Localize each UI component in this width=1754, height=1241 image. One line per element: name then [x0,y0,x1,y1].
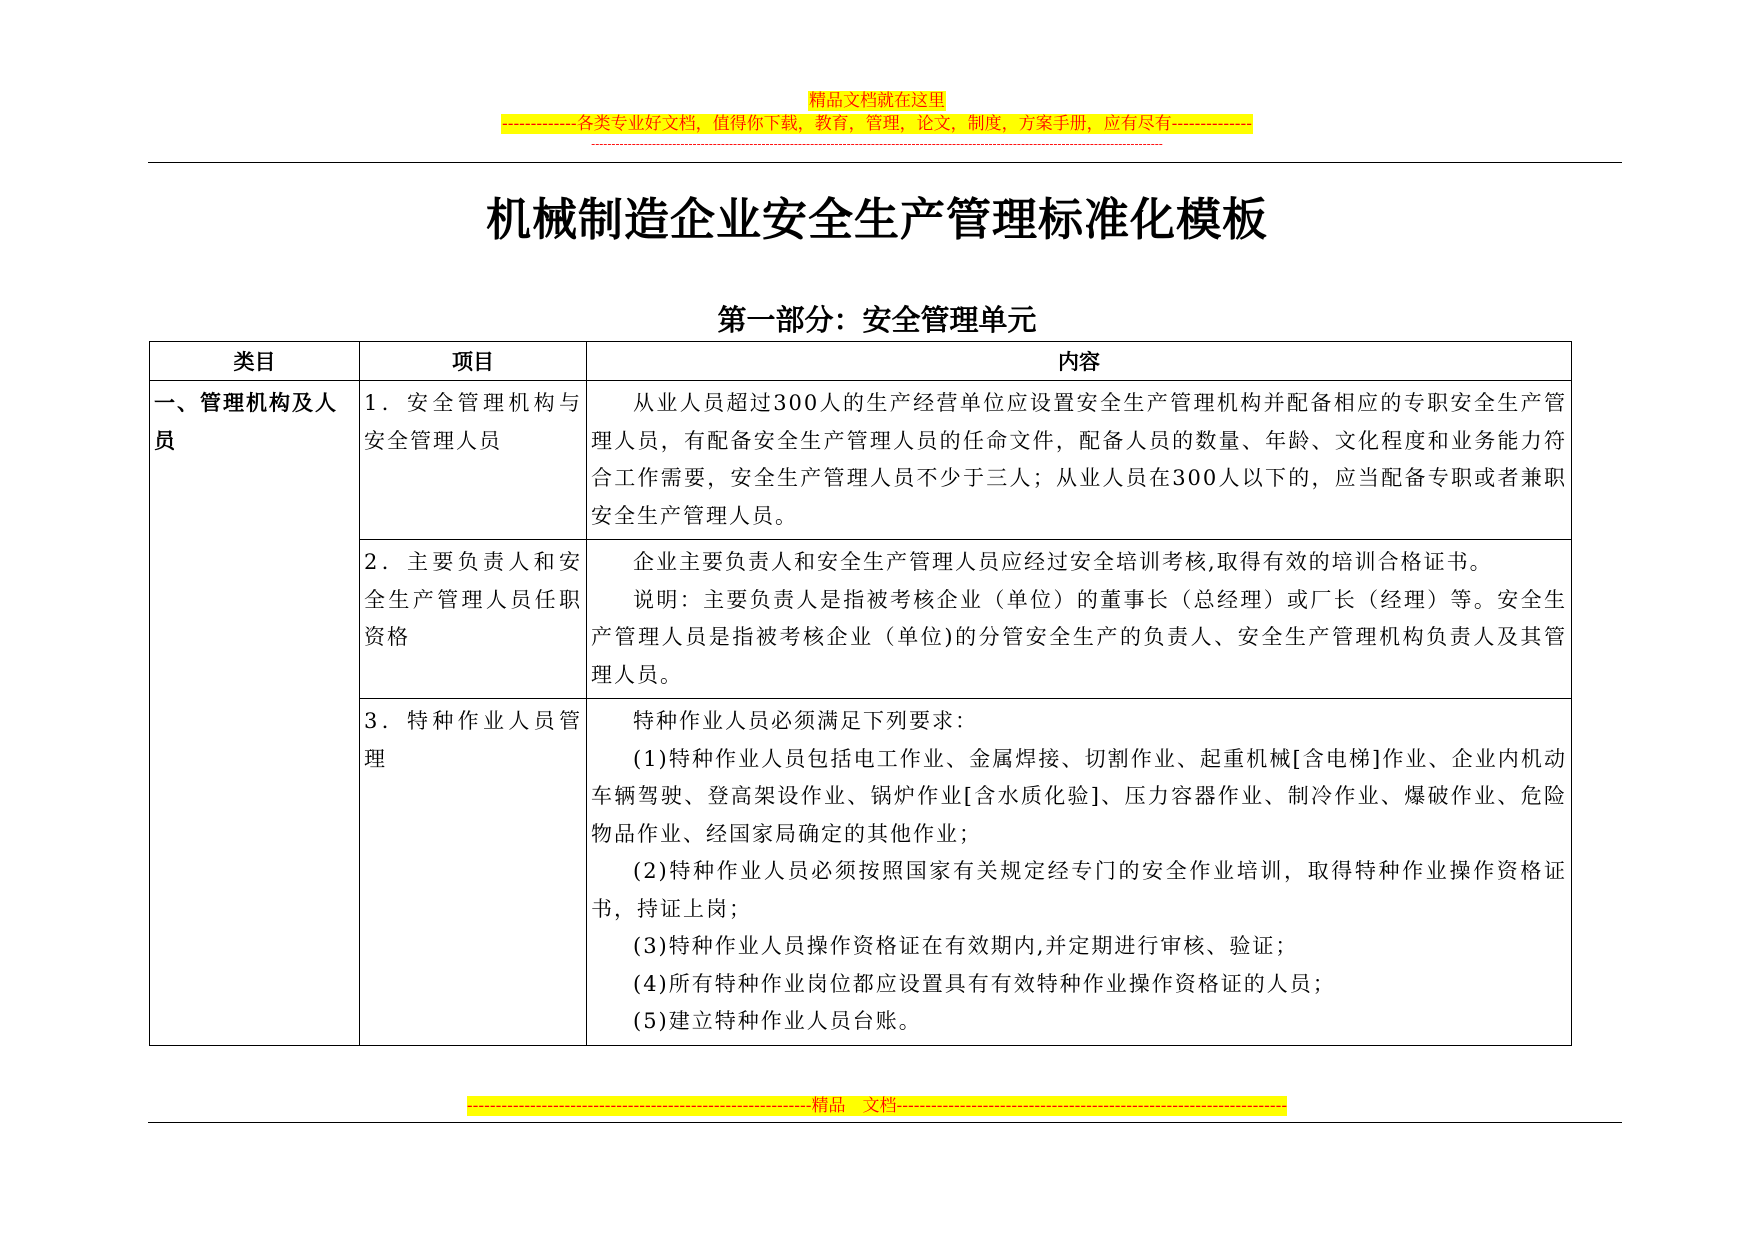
item-cell: 1．安全管理机构与安全管理人员 [360,381,587,540]
column-header-category: 类目 [150,342,360,381]
content-paragraph: 从业人员超过300人的生产经营单位应设置安全生产管理机构并配备相应的专职安全生产管理人员，有配备安全生产管理人员的任命文件，配备人员的数量、年龄、文化程度和业务能力符合工作需要，安全生产管理人员不少于三人；从业人员在300人以下的，应当配备专职或者兼职安全生产管理人员。 [591,391,1567,528]
column-header-content: 内容 [587,342,1572,381]
item-cell: 2．主要负责人和安全生产管理人员任职资格 [360,540,587,699]
item-cell: 3．特种作业人员管理 [360,699,587,1046]
table-row [150,699,1572,1046]
header-banner-line1: 精品文档就在这里 [809,91,945,111]
standards-table [149,341,1572,1046]
content-paragraph: (5)建立特种作业人员台账。 [633,1009,922,1033]
header-banner-line2: -------------各类专业好文档，值得你下载，教育，管理，论文，制度，方案手册，应有尽有-------------- [501,114,1253,134]
content-paragraph: (1)特种作业人员包括电工作业、金属焊接、切割作业、起重机械[含电梯]作业、企业内机动车辆驾驶、登高架设作业、锅炉作业[含水质化验]、压力容器作业、制冷作业、爆破作业、危险物品作业、经国家局确定的其他作业； [591,746,1567,846]
footer-rule [148,1122,1622,1123]
document-title: 机械制造企业安全生产管理标准化模板 [485,193,1268,246]
content-paragraph: 说明：主要负责人是指被考核企业（单位）的董事长（总经理）或厂长（经理）等。安全生产管理人员是指被考核企业（单位)的分管安全生产的负责人、安全生产管理机构负责人及其管理人员。 [591,587,1567,687]
content-paragraph: 特种作业人员必须满足下列要求： [633,709,978,733]
table-row [150,540,1572,699]
column-header-item: 项目 [360,342,587,381]
content-paragraph: 企业主要负责人和安全生产管理人员应经过安全培训考核,取得有效的培训合格证书。 [633,550,1493,574]
content-paragraph: (2)特种作业人员必须按照国家有关规定经专门的安全作业培训，取得特种作业操作资格证书，持证上岗； [591,859,1567,921]
footer-banner: ------------------------------------------------------------精品 文档-------------------------------------------------------------------- [466,1096,1288,1116]
content-cell [587,540,1572,699]
header-banner-line3: --------------------------------------------------------------------------------------------------------------------------------------------- [591,137,1163,151]
content-paragraph: (4)所有特种作业岗位都应设置具有有效特种作业操作资格证的人员； [633,971,1336,996]
table-header-row [150,342,1572,381]
content-cell [587,381,1572,540]
table-row [150,381,1572,540]
content-cell [587,699,1572,1046]
header-rule [148,162,1622,163]
section-subtitle: 第一部分：安全管理单元 [717,303,1037,337]
content-paragraph: (3)特种作业人员操作资格证在有效期内,并定期进行审核、验证； [633,934,1299,958]
category-cell: 一、管理机构及人员 [150,381,360,1046]
